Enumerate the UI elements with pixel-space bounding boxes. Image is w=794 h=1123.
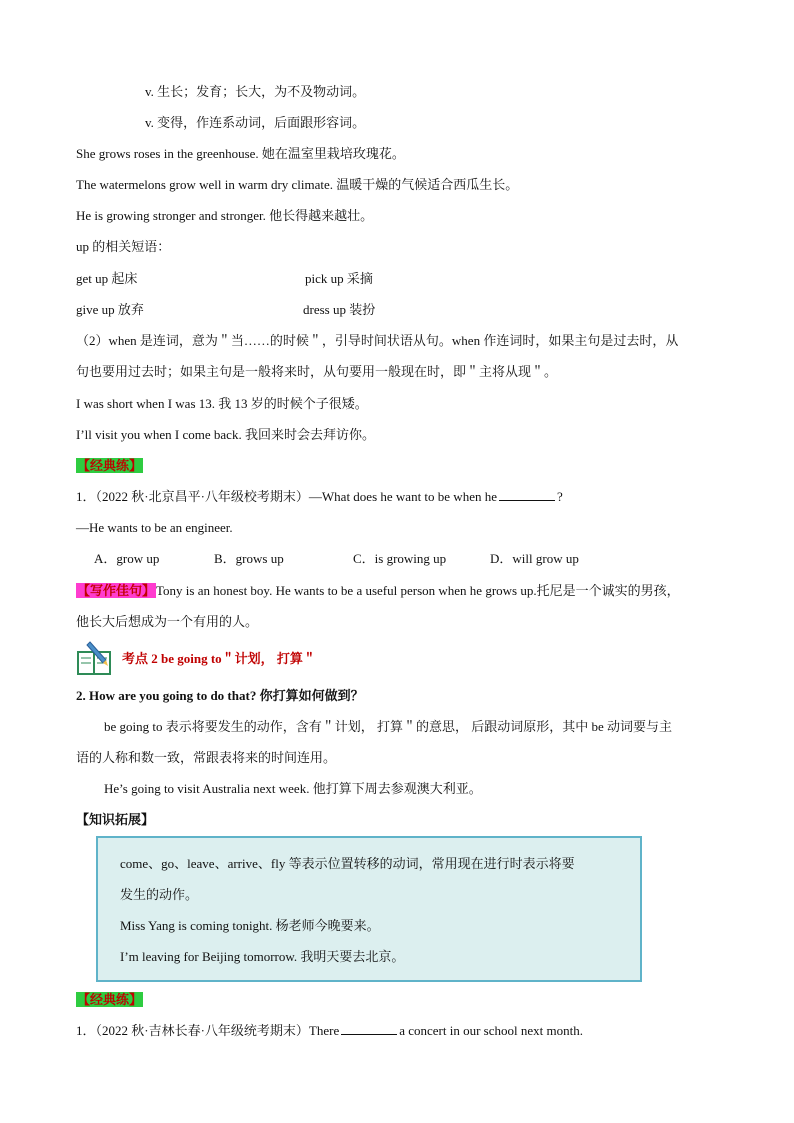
phrase-heading: up 的相关短语： — [76, 239, 171, 254]
book-pen-icon — [76, 640, 118, 678]
writing-text: 他长大后想成为一个有用的人。 — [76, 614, 259, 629]
question-text: 1．（2022 秋·北京昌平·八年级校考期末）—What does he want to be when he — [76, 489, 497, 504]
option-c[interactable]: C．is growing up — [353, 551, 447, 566]
when-explanation: （2）when 是连词，意为＂当……的时候＂，引导时间状语从句。when 作连词时，如果主句是过去时，从 — [76, 333, 679, 348]
question-end: a concert in our school next month. — [399, 1023, 583, 1038]
point2-explanation: be going to 表示将要发生的动作，含有＂计划， 打算＂的意思， 后跟动词原形，其中 be 动词要与主 — [104, 719, 673, 734]
option-a[interactable]: A．grow up — [94, 551, 160, 566]
practice-tag — [76, 457, 143, 475]
answer-blank[interactable] — [499, 488, 555, 501]
dialog-answer: —He wants to be an engineer. — [76, 520, 233, 535]
example-sentence: He is growing stronger and stronger. 他长得越来越壮。 — [76, 208, 374, 223]
phrase-item: give up 放弃 — [76, 302, 144, 317]
question-text: 1．（2022 秋·吉林长春·八年级统考期末）There — [76, 1023, 340, 1038]
example-sentence: The watermelons grow well in warm dry climate. 温暖干燥的气候适合西瓜生长。 — [76, 177, 519, 192]
example-sentence: I was short when I was 13. 我 13 岁的时候个子很矮。 — [76, 396, 368, 411]
point2-heading: 2. How are you going to do that? 你打算如何做到？ — [76, 688, 364, 703]
practice-tag-label: 【经典练】 — [77, 992, 143, 1007]
extension-text: come、go、leave、arrive、fly 等表示位置转移的动词，常用现在进行时表示将要 — [120, 856, 575, 871]
grow-meaning-1: v. 生长；发育；长大，为不及物动词。 — [145, 84, 366, 99]
practice-tag — [76, 991, 143, 1009]
option-d[interactable]: D．will grow up — [490, 551, 579, 566]
point2-explanation: 语的人称和数一致，常跟表将来的时间连用。 — [76, 750, 337, 765]
question-line — [76, 1022, 583, 1040]
extension-text: 发生的动作。 — [120, 887, 199, 902]
example-sentence: Miss Yang is coming tonight. 杨老师今晚要来。 — [120, 918, 380, 933]
example-sentence: I’m leaving for Beijing tomorrow. 我明天要去北京。 — [120, 949, 405, 964]
option-b[interactable]: B．grows up — [214, 551, 284, 566]
extension-tag: 【知识拓展】 — [76, 812, 155, 827]
question-end: ? — [557, 489, 563, 504]
phrase-item: dress up 装扮 — [303, 302, 376, 317]
when-explanation: 句也要用过去时；如果主句是一般将来时，从句要用一般现在时，即＂主将从现＂。 — [76, 364, 558, 379]
writing-line — [76, 582, 680, 600]
answer-blank[interactable] — [341, 1022, 397, 1035]
question-line — [76, 488, 563, 506]
phrase-item: pick up 采摘 — [305, 271, 373, 286]
phrase-item: get up 起床 — [76, 271, 138, 286]
practice-tag-label: 【经典练】 — [77, 458, 143, 473]
example-sentence: He’s going to visit Australia next week. 他打算下周去参观澳大利亚。 — [104, 781, 482, 796]
grow-meaning-2: v. 变得，作连系动词，后面跟形容词。 — [145, 115, 366, 130]
writing-tag: 【写作佳句】 — [77, 583, 156, 598]
point2-title: 考点 2 be going to＂计划， 打算＂ — [122, 651, 316, 666]
writing-text: Tony is an honest boy. He wants to be a useful person when he grows up.托尼是一个诚实的男孩， — [156, 583, 680, 598]
example-sentence: She grows roses in the greenhouse. 她在温室里栽培玫瑰花。 — [76, 146, 405, 161]
example-sentence: I’ll visit you when I come back. 我回来时会去拜访你。 — [76, 427, 375, 442]
